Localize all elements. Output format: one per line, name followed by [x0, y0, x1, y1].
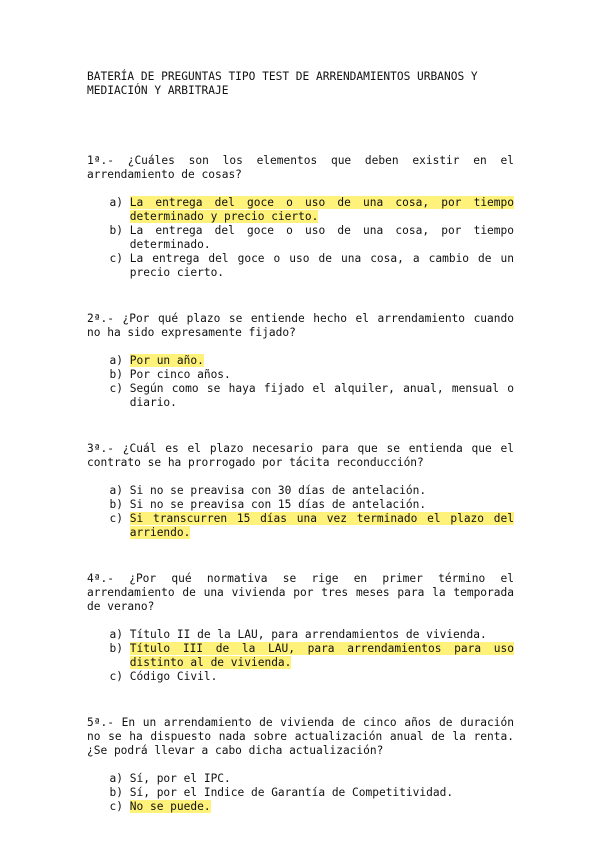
answer-option — [87, 786, 514, 800]
answer-text-wrapper — [130, 670, 514, 684]
answer-text: No se puede. — [129, 800, 211, 813]
answer-letter: a) — [109, 484, 123, 497]
answer-letter: a) — [109, 196, 123, 209]
answer-text: La entrega del goce o uso de una cosa, por tiempo determinado y precio cierto. — [129, 196, 514, 223]
answer-option — [87, 252, 514, 280]
answer-letter: c) — [109, 382, 123, 395]
question-text: 2ª.- ¿Por qué plazo se entiende hecho el arrendamiento cuando no ha sido expresamente fijado? — [87, 312, 514, 339]
answer-text-wrapper — [130, 484, 514, 498]
answer-text-wrapper — [130, 224, 514, 252]
question-2 — [87, 312, 514, 410]
question-text: 4ª.- ¿Por qué normativa se rige en primer término el arrendamiento de una vivienda por tres meses para la temporada de verano? — [87, 572, 514, 613]
answer-text-wrapper — [130, 772, 514, 786]
answer-text: Código Civil. — [129, 670, 218, 683]
question-text: 5ª.- En un arrendamiento de vivienda de cinco años de duración no se ha dispuesto nada sobre actualización anual de la renta. ¿Se podrá llevar a cabo dicha actualización? — [87, 716, 514, 757]
question-list — [87, 154, 514, 814]
answer-letter: b) — [109, 224, 123, 237]
answer-list — [87, 354, 514, 410]
answer-option-highlighted — [87, 512, 514, 540]
answer-text-wrapper — [130, 786, 514, 800]
answer-list — [87, 628, 514, 684]
answer-option — [87, 670, 514, 684]
answer-letter: c) — [109, 512, 123, 525]
answer-text-wrapper — [130, 252, 514, 280]
answer-text-wrapper — [130, 642, 514, 670]
answer-option — [87, 772, 514, 786]
answer-option — [87, 484, 514, 498]
answer-text: Título II de la LAU, para arrendamientos de vivienda. — [129, 628, 487, 641]
document-title: BATERÍA DE PREGUNTAS TIPO TEST DE ARRENDAMIENTOS URBANOS Y MEDIACIÓN Y ARBITRAJE — [87, 70, 478, 97]
answer-letter: b) — [109, 642, 123, 655]
answer-text: Por un año. — [129, 354, 204, 367]
answer-text: Según como se haya fijado el alquiler, anual, mensual o diario. — [129, 382, 514, 409]
answer-text: La entrega del goce o uso de una cosa, por tiempo determinado. — [129, 224, 514, 251]
answer-option — [87, 498, 514, 512]
answer-letter: c) — [109, 800, 123, 813]
answer-list — [87, 484, 514, 540]
answer-text-wrapper — [130, 368, 514, 382]
answer-text-wrapper — [130, 196, 514, 224]
answer-option — [87, 224, 514, 252]
answer-text: Por cinco años. — [129, 368, 231, 381]
answer-letter: a) — [109, 354, 123, 367]
answer-option — [87, 628, 514, 642]
answer-letter: a) — [109, 628, 123, 641]
answer-text-wrapper — [130, 800, 514, 814]
answer-option-highlighted — [87, 800, 514, 814]
answer-text: Sí, por el IPC. — [129, 772, 231, 785]
question-text: 3ª.- ¿Cuál es el plazo necesario para que se entienda que el contrato se ha prorrogado por tácita reconducción? — [87, 442, 514, 469]
answer-text: Si transcurren 15 días una vez terminado el plazo del arriendo. — [129, 512, 514, 539]
answer-text-wrapper — [130, 354, 514, 368]
answer-letter: b) — [109, 786, 123, 799]
answer-text: Sí, por el Indice de Garantía de Competitividad. — [129, 786, 454, 799]
answer-option — [87, 368, 514, 382]
question-1 — [87, 154, 514, 280]
question-3 — [87, 442, 514, 540]
answer-list — [87, 196, 514, 280]
answer-letter: c) — [109, 670, 123, 683]
answer-text: Si no se preavisa con 30 días de antelación. — [129, 484, 427, 497]
answer-letter: b) — [109, 368, 123, 381]
question-4 — [87, 572, 514, 684]
answer-text-wrapper — [130, 512, 514, 540]
answer-letter: c) — [109, 252, 123, 265]
answer-option-highlighted — [87, 642, 514, 670]
question-text: 1ª.- ¿Cuáles son los elementos que deben existir en el arrendamiento de cosas? — [87, 154, 514, 181]
answer-text: Si no se preavisa con 15 días de antelación. — [129, 498, 427, 511]
answer-option-highlighted — [87, 196, 514, 224]
question-5 — [87, 716, 514, 814]
answer-list — [87, 772, 514, 814]
answer-option-highlighted — [87, 354, 514, 368]
answer-text-wrapper — [130, 628, 514, 642]
answer-text-wrapper — [130, 498, 514, 512]
answer-text-wrapper — [130, 382, 514, 410]
answer-text: La entrega del goce o uso de una cosa, a cambio de un precio cierto. — [129, 252, 514, 279]
answer-letter: b) — [109, 498, 123, 511]
answer-letter: a) — [109, 772, 123, 785]
answer-text: Título III de la LAU, para arrendamientos para uso distinto al de vivienda. — [129, 642, 514, 669]
answer-option — [87, 382, 514, 410]
